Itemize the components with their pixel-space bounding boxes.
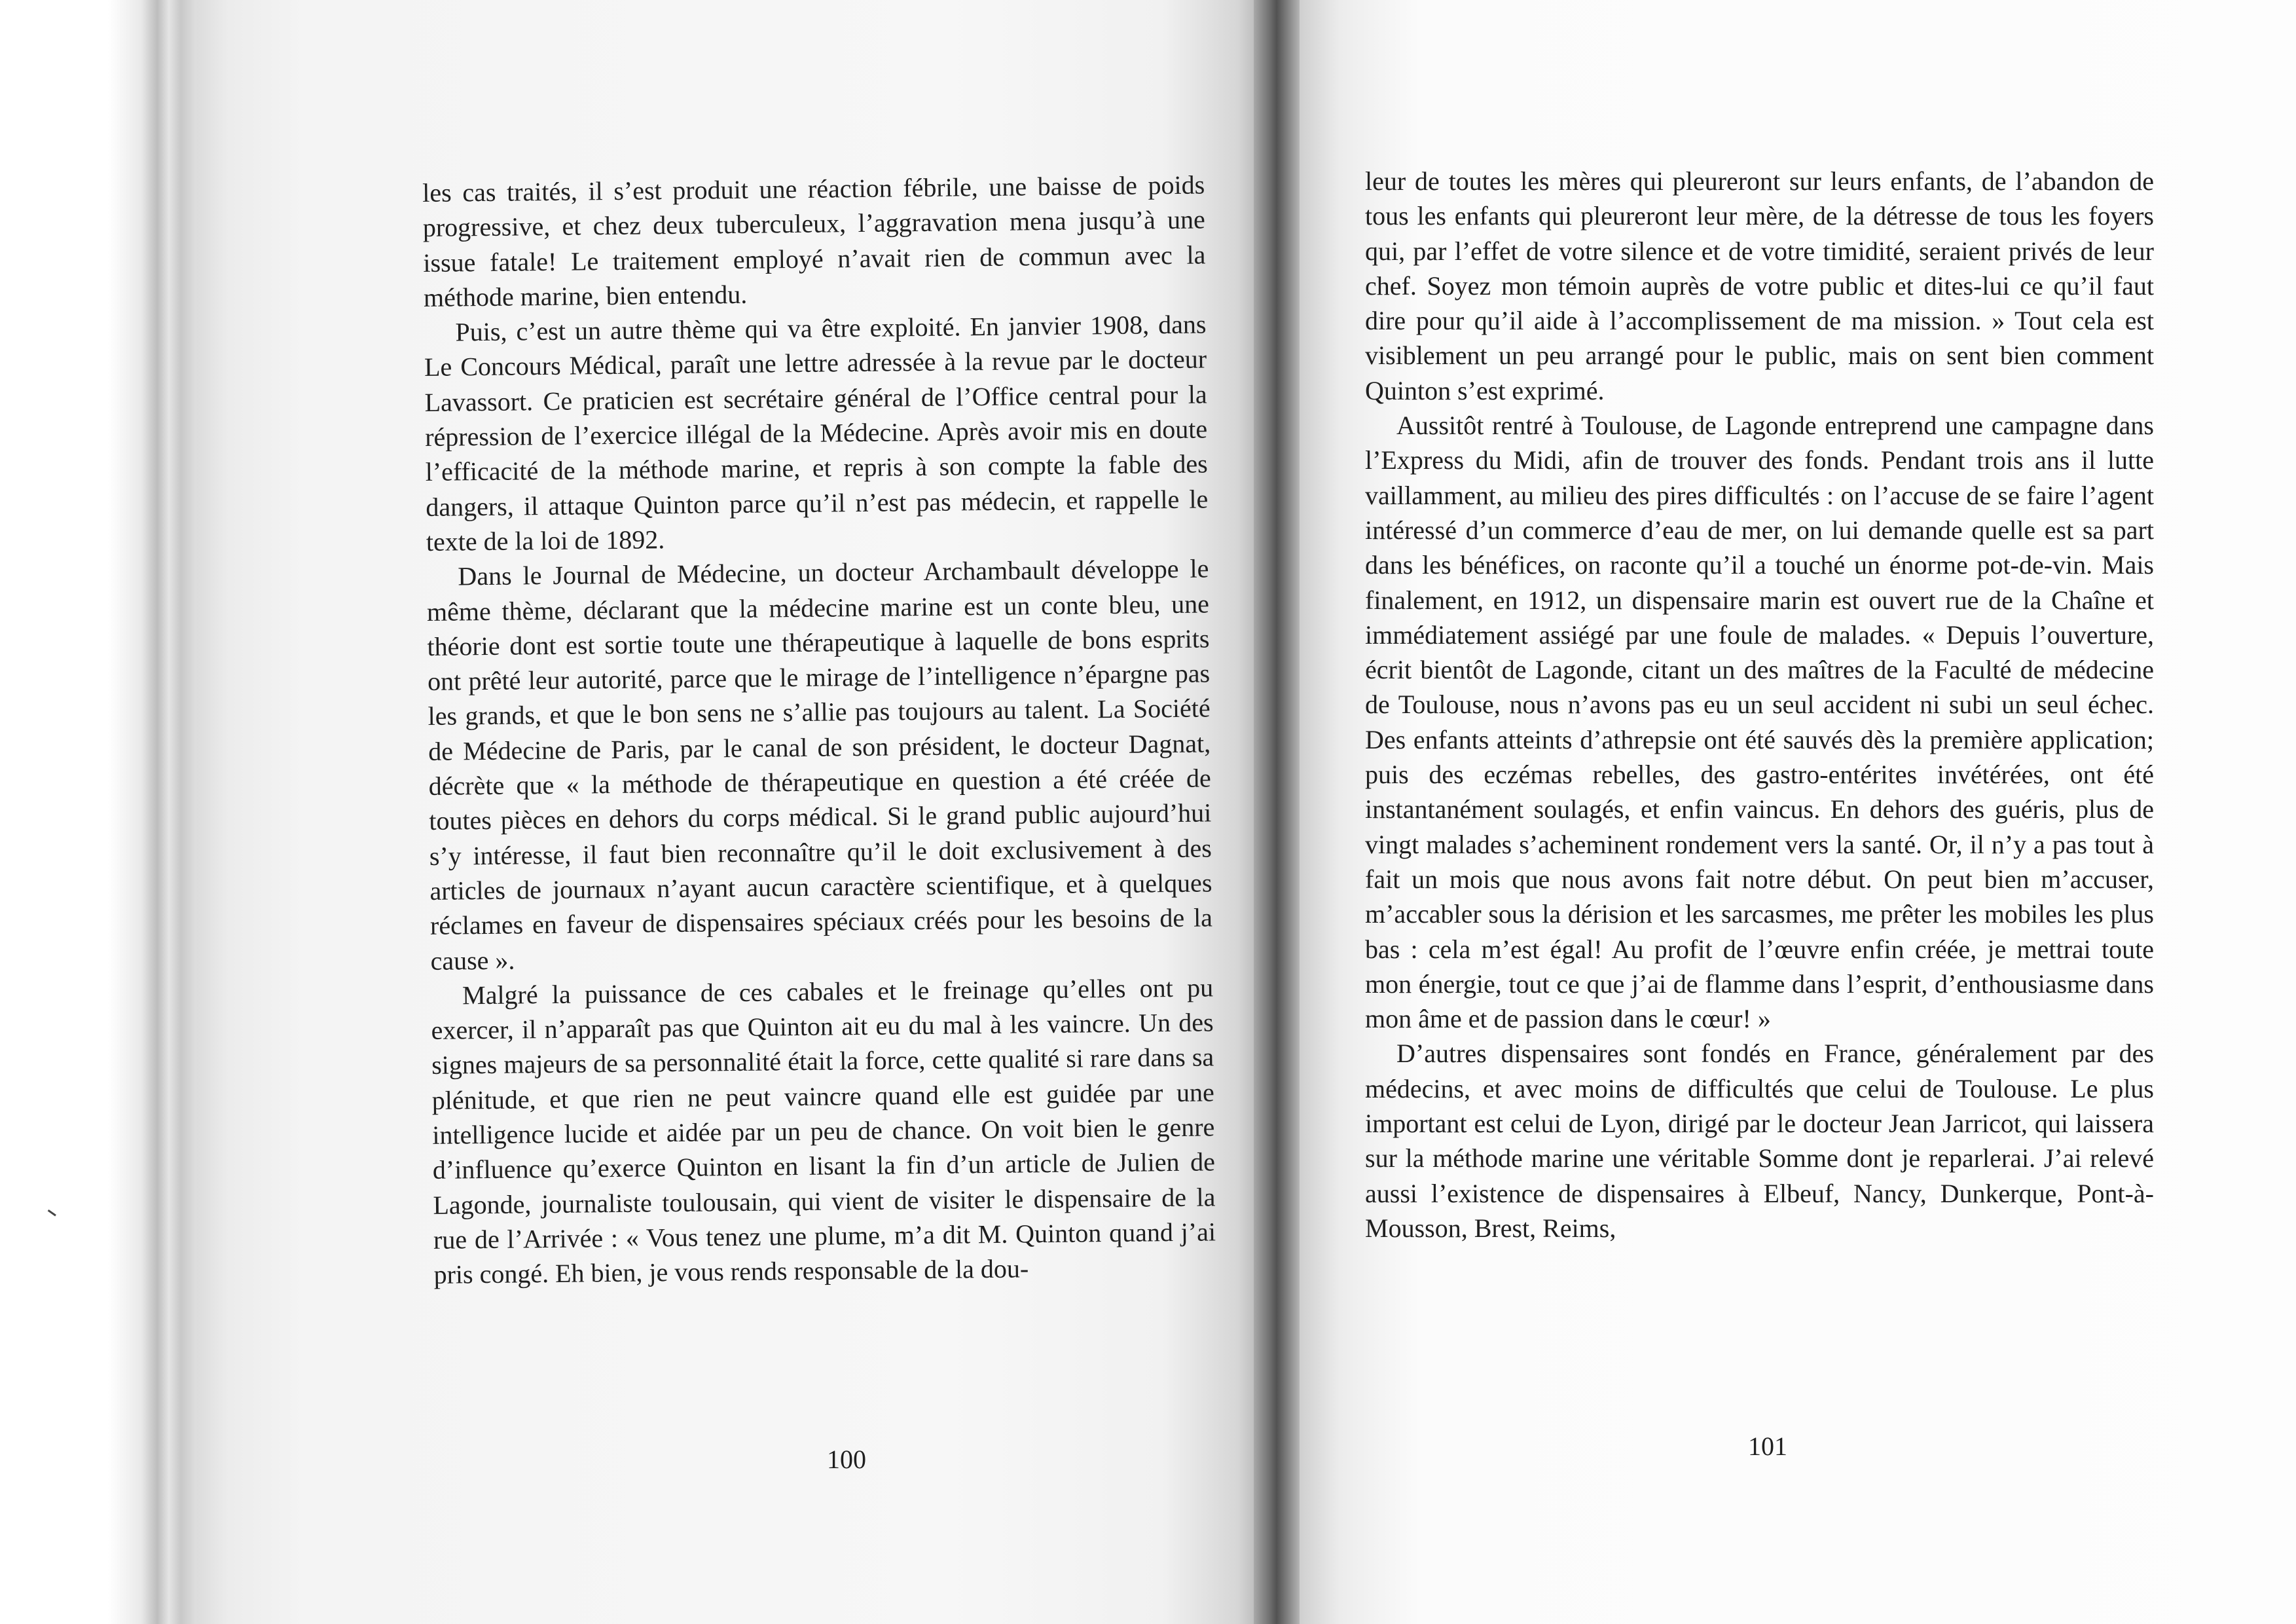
right-page-text bbox=[1365, 164, 2154, 1246]
book-page-edges bbox=[0, 0, 196, 1624]
paragraph: Puis, c’est un autre thème qui va être exploité. En janvier 1908, dans Le Concours Médical, paraît une lettre adressée à la revue par le docteur Lavassort. Ce praticien est secrétaire général de l’Office central pour la répression de l’exercice illégal de la Médecine. Après avoir mis en doute l’efficacité de la méthode marine, et repris à son compte la fable des dangers, il attaque Quinton parce qu’il n’est pas médecin, et rappelle le texte de la loi de 1892. bbox=[424, 309, 1209, 557]
paragraph: Malgré la puissance de ces cabales et le freinage qu’elles ont pu exercer, il n’apparaît pas que Quinton ait eu du mal à les vaincre. Un des signes majeurs de sa personnalité était la force, cette qualité si rare dans sa plénitude, et que rien ne peut vaincre quand elle est guidée par une intelligence lucide et aidée par un peu de chance. On voit bien le genre d’influence qu’exerce Quinton en lisant la fin d’un article de Julien de Lagonde, journaliste toulousain, qui vient de visiter le dispensaire de la rue de l’Arrivée : « Vous tenez une plume, m’a dit M. Quinton quand j’ai pris congé. Eh bien, je vous rends responsable de la dou- bbox=[431, 972, 1216, 1290]
paragraph: Dans le Journal de Médecine, un docteur Archambault développe le même thème, déclarant que la médecine marine est un conte bleu, une théorie dont est sortie toute une thérapeutique à laquelle de bons esprits ont prêté leur autorité, parce que le mirage de l’intelligence n’épargne pas les grands, et que le bon sens ne s’allie pas toujours au talent. La Société de Médecine de Paris, par le canal de son président, le docteur Dagnat, décrète que « la méthode de thérapeutique en question a été créée de toutes pièces en dehors du corps médical. Si le grand public aujourd’hui s’y intéresse, il faut bien reconnaître qu’il le doit exclusivement à des articles de journaux n’ayant aucun caractère scientifique, et à quelques réclames en faveur de dispensaires spéciaux créés pour les besoins de la cause ». bbox=[426, 553, 1213, 976]
paragraph: Aussitôt rentré à Toulouse, de Lagonde entreprend une campagne dans l’Express du Midi, afin de trouver des fonds. Pendant trois ans il lutte vaillamment, au milieu des pires difficultés : on l’accuse de se faire l’agent intéressé d’un commerce d’eau de mer, on lui demande quelle est sa part dans les bénéfices, on raconte qu’il a touché un énorme pot-de-vin. Mais finalement, en 1912, un dispensaire marin est ouvert rue de la Chaîne et immédiatement assiégé par une foule de malades. « Depuis l’ouverture, écrit bientôt de Lagonde, citant un des maîtres de la Faculté de médecine de Toulouse, nous n’avons pas eu un seul accident ni subi un seul échec. Des enfants atteints d’athrepsie ont été sauvés dès la première application; puis des eczémas rebelles, des gastro-entérites invétérées, ont été instantanément soulagés, et enfin vaincus. En dehors des guéris, plus de vingt malades s’acheminent rondement vers la santé. Or, il n’y a pas tout à fait un mois que nous avons fait notre début. On peut bien m’accuser, m’accabler sous la dérision et les sarcasmes, me prêter les mobiles les plus bas : cela m’est égal! Au profit de l’œuvre enfin créée, je mettrai toute mon énergie, tout ce que j’ai de flamme dans l’esprit, d’enthousiasme dans mon âme et de passion dans le cœur! » bbox=[1365, 411, 2154, 1034]
page-number-left: 100 bbox=[827, 1445, 866, 1474]
book-gutter bbox=[1254, 0, 1300, 1624]
left-page-text bbox=[422, 167, 1216, 1292]
paragraph: D’autres dispensaires sont fondés en France, généralement par des médecins, et avec moins de difficultés que celui de Toulouse. Le plus important est celui de Lyon, dirigé par le docteur Jean Jarricot, qui laissera sur la méthode marine une véritable Somme dont je reparlerai. J’ai relevé aussi l’existence de dispensaires à Elbeuf, Nancy, Dunkerque, Pont-à-Mousson, Brest, Reims, bbox=[1365, 1039, 2154, 1243]
paragraph: les cas traités, il s’est produit une réaction fébrile, une baisse de poids progressive, et chez deux tuberculeux, l’aggravation mena jusqu’à une issue fatale! Le traitement employé n’avait rien de commun avec la méthode marine, bien entendu. bbox=[422, 170, 1206, 312]
paragraph: leur de toutes les mères qui pleureront sur leurs enfants, de l’abandon de tous les enfants qui pleureront leur mère, de la détresse de tous les foyers qui, par l’effet de votre silence et de votre timidité, seraient privés de leur chef. Soyez mon témoin auprès de votre public et dites-lui ce qu’il faut dire pour qu’il aide à l’accomplissement de ma mission. » Tout cela est visiblement un peu arrangé pour le public, mais on sent bien comment Quinton s’est exprimé. bbox=[1365, 166, 2154, 405]
page-number-right: 101 bbox=[1748, 1431, 1787, 1461]
